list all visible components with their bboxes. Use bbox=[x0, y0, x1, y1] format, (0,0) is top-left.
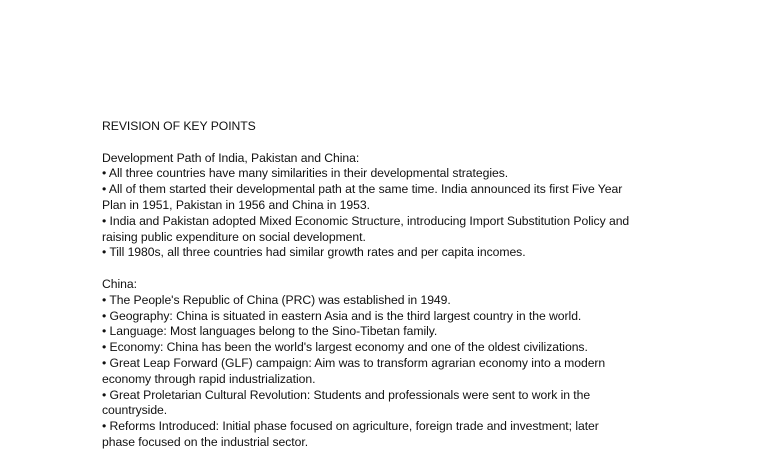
china-bullet-glf-line-2: economy through rapid industrialization. bbox=[102, 371, 316, 386]
development-bullet-4: • Till 1980s, all three countries had similar growth rates and per capita incomes. bbox=[102, 245, 526, 260]
development-bullet-3-line-1: • India and Pakistan adopted Mixed Economic Structure, introducing Import Substitution Policy and bbox=[102, 213, 630, 228]
document-body bbox=[102, 119, 692, 451]
section-title-china: China: bbox=[102, 276, 137, 291]
china-bullet-cultural-revolution-line-2: countryside. bbox=[102, 403, 168, 418]
china-bullet-glf-line-1: • Great Leap Forward (GLF) campaign: Aim was to transform agrarian economy into a modern bbox=[102, 355, 606, 370]
development-bullet-3-line-2: raising public expenditure on social development. bbox=[102, 229, 366, 244]
document-heading: REVISION OF KEY POINTS bbox=[102, 119, 256, 133]
china-bullet-prc: • The People's Republic of China (PRC) was established in 1949. bbox=[102, 292, 451, 307]
china-bullet-reforms-line-2: phase focused on the industrial sector. bbox=[102, 434, 309, 449]
china-bullet-economy: • Economy: China has been the world's largest economy and one of the oldest civilizations. bbox=[102, 340, 588, 355]
development-bullet-2-line-2: Plan in 1951, Pakistan in 1956 and China in 1953. bbox=[102, 197, 370, 212]
china-bullet-cultural-revolution-line-1: • Great Proletarian Cultural Revolution: Students and professionals were sent to work in the bbox=[102, 387, 591, 402]
china-bullet-language: • Language: Most languages belong to the Sino-Tibetan family. bbox=[102, 324, 438, 339]
section-title-development-path: Development Path of India, Pakistan and China: bbox=[102, 150, 360, 165]
china-bullet-reforms-line-1: • Reforms Introduced: Initial phase focused on agriculture, foreign trade and investment; later bbox=[102, 419, 599, 434]
development-bullet-1: • All three countries have many similarities in their developmental strategies. bbox=[102, 166, 509, 181]
development-bullet-2-line-1: • All of them started their developmental path at the same time. India announced its first Five Year bbox=[102, 182, 623, 197]
china-bullet-geography: • Geography: China is situated in eastern Asia and is the third largest country in the world. bbox=[102, 308, 582, 323]
